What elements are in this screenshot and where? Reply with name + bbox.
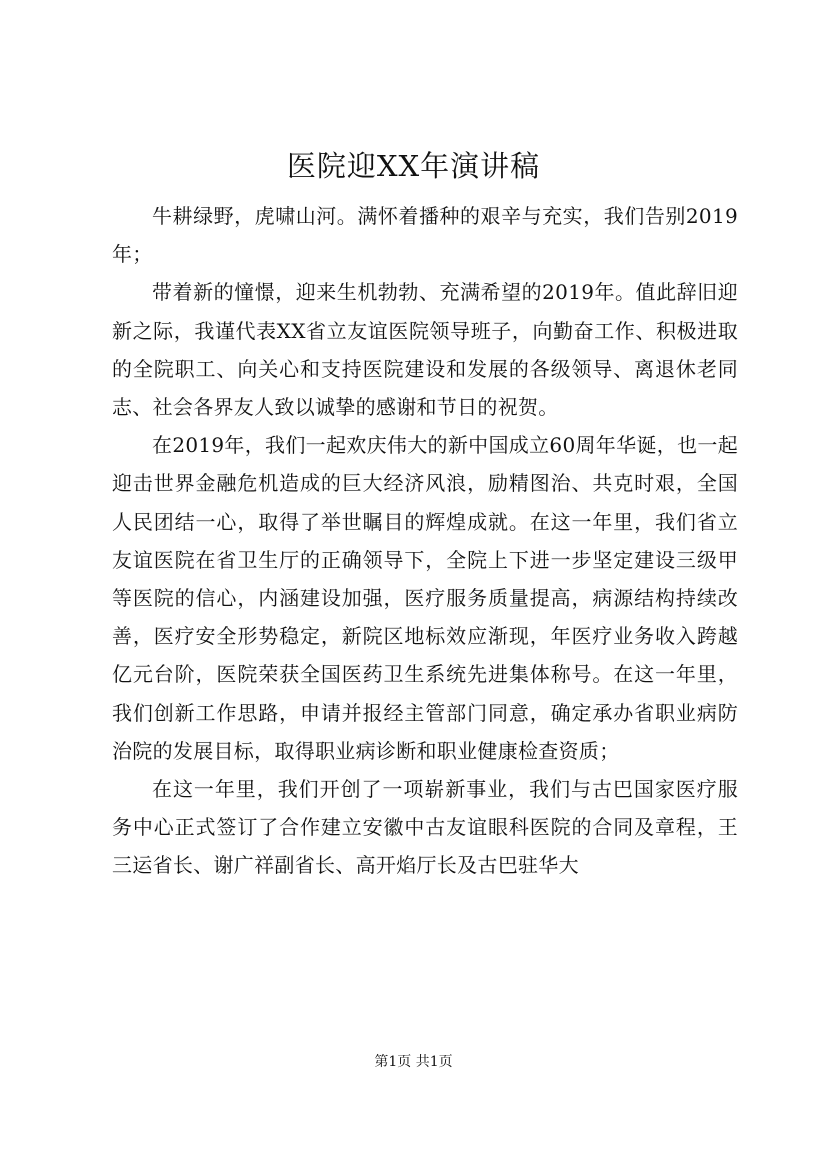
- paragraph-3: 在2019年，我们一起欢庆伟大的新中国成立60周年华诞，也一起迎击世界金融危机造成的巨大经济风浪，励精图治、共克时艰，全国人民团结一心，取得了举世瞩目的辉煌成就。在这一年里，我们省立友谊医院在省卫生厅的正确领导下，全院上下进一步坚定建设三级甲等医院的信心，内涵建设加强，医疗服务质量提高，病源结构持续改善，医疗安全形势稳定，新院区地标效应渐现，年医疗业务收入跨越亿元台阶，医院荣获全国医药卫生系统先进集体称号。在这一年里，我们创新工作思路，申请并报经主管部门同意，确定承办省职业病防治院的发展目标，取得职业病诊断和职业健康检查资质；: [112, 433, 738, 763]
- document-title: 医院迎XX年演讲稿: [286, 149, 541, 183]
- paragraph-2: 带着新的憧憬，迎来生机勃勃、充满希望的2019年。值此辞旧迎新之际，我谨代表XX省立友谊医院领导班子，向勤奋工作、积极进取的全院职工、向关心和支持医院建设和发展的各级领导、离退休老同志、社会各界友人致以诚挚的感谢和节日的祝贺。: [112, 280, 738, 420]
- page-footer: 第1页 共1页: [374, 1054, 453, 1070]
- document-body: [112, 197, 738, 885]
- paragraph-4: 在这一年里，我们开创了一项崭新事业，我们与古巴国家医疗服务中心正式签订了合作建立安徽中古友谊眼科医院的合同及章程，王三运省长、谢广祥副省长、高开焰厅长及古巴驻华大: [112, 777, 738, 878]
- paragraph-1: 牛耕绿野，虎啸山河。满怀着播种的艰辛与充实，我们告别2019年；: [112, 204, 738, 267]
